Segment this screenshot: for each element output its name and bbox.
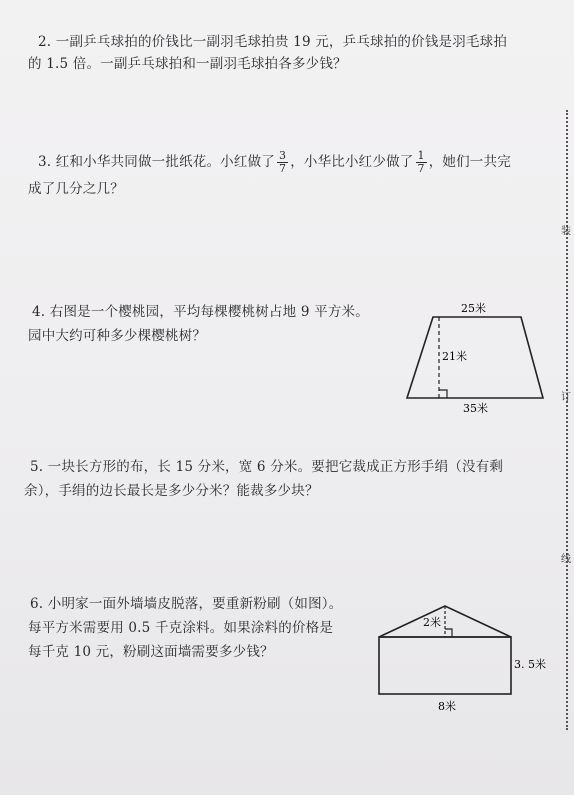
question-6-line-2: 每平方米需要用 0.5 千克涂料。如果涂料的价格是 — [28, 620, 334, 636]
wall-rectangle — [379, 637, 511, 694]
triangle-right-angle-mark — [445, 629, 452, 637]
question-6-line-1: 6. 小明家一面外墙墙皮脱落，要重新粉刷（如图）。 — [30, 596, 343, 612]
triangle-height-label: 2米 — [423, 616, 441, 629]
question-6-line-3: 每千克 10 元，粉刷这面墙需要多少钱？ — [28, 644, 274, 660]
question-4-line-1: 4. 右图是一个樱桃园，平均每棵樱桃树占地 9 平方米。 — [32, 304, 369, 320]
trapezoid-top-label: 25米 — [461, 302, 486, 315]
wall-side-label: 3. 5米 — [514, 658, 546, 671]
fraction-one-seventh: $\frac{1}{7}$ — [417, 149, 425, 175]
question-3-text-b: ，小华比小红少做了 — [290, 154, 414, 170]
question-3-line-2: 成了几分之几？ — [28, 181, 124, 197]
question-5-line-1: 5. 一块长方形的布，长 15 分米，宽 6 分米。要把它裁成正方形手绢（没有剩 — [30, 459, 504, 475]
question-2-line-2: 的 1.5 倍。一副乒乓球拍和一副羽毛球拍各多少钱？ — [28, 56, 347, 72]
question-4-line-2: 园中大约可种多少棵樱桃树？ — [28, 328, 207, 344]
question-3-text-c: ，她们一共完 — [428, 154, 511, 170]
fraction-three-sevenths: $\frac{3}{7}$ — [278, 149, 287, 175]
question-3-text-a: 3. 红和小华共同做一批纸花。小红做了 — [38, 154, 275, 170]
binding-dotted-line — [566, 110, 568, 730]
wall-bottom-label: 8米 — [438, 700, 456, 713]
question-5-line-2: 余），手绢的边长最长是多少分米？能裁多少块？ — [24, 483, 319, 499]
trapezoid-height-label: 21米 — [442, 350, 467, 363]
question-2-line-1: 2. 一副乒乓球拍的价钱比一副羽毛球拍贵 19 元，乒乓球拍的价钱是羽毛球拍 — [38, 34, 508, 50]
trapezoid-bottom-label: 35米 — [463, 402, 488, 415]
binding-mark-zhuang: 装 — [561, 226, 571, 237]
binding-mark-xian: 线 — [561, 554, 571, 565]
binding-mark-ding: 订 — [561, 392, 571, 403]
